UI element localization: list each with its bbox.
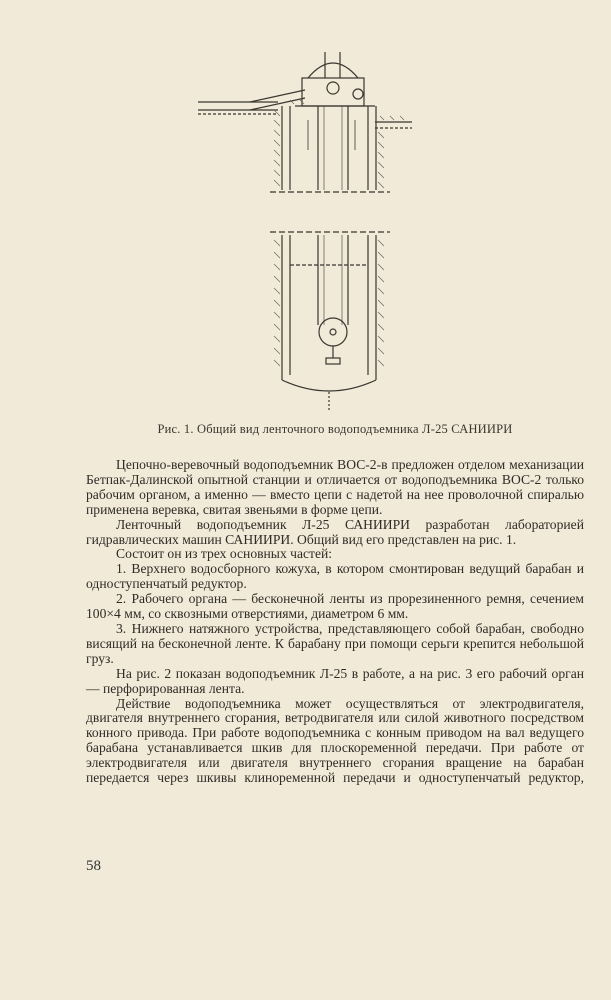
body-text: [86, 458, 584, 786]
paragraph: 1. Верхнего водосборного кожуха, в котором смонтирован ведущий барабан и одноступенчатый редуктор.: [86, 561, 584, 592]
figure-caption: Рис. 1. Общий вид ленточного водоподъемника Л-25 САНИИРИ: [157, 422, 513, 436]
page-number: 58: [86, 858, 101, 874]
paragraph: 3. Нижнего натяжного устройства, представляющего собой барабан, свободно висящий на бесконечной ленте. К барабану при помощи серьги крепится небольшой груз.: [86, 620, 584, 666]
paragraph: Ленточный водоподъемник Л-25 САНИИРИ разработан лабораторией гидравлических машин САНИИРИ. Общий вид его представлен на рис. 1.: [86, 516, 584, 547]
paragraph: Состоит он из трех основных частей:: [116, 546, 333, 562]
paragraph: 2. Рабочего органа — бесконечной ленты из прорезиненного ремня, сечением 100×4 мм, со сквозными отверстиями, диаметром 6 мм.: [86, 591, 584, 622]
paragraph: Действие водоподъемника может осуществляться от электродвигателя, двигателя внутреннего сгорания, ветродвигателя или силой животного посредством конного привода. При работе водоподъемника с конным приводом на вал ведущего барабана устанавливается шкив для плоскоременной передачи. При работе от электродвигателя или двигателя внутреннего сгорания вращение на барабан передается через шкивы клиноременной передачи и одноступенчатый редуктор,: [86, 695, 584, 786]
paragraph: Цепочно-веревочный водоподъемник ВОС-2-в предложен отделом механизации Бетпак-Далинской опытной станции и отличается от водоподъемника ВОС-2 только рабочим органом, а именно — вместо цепи с надетой на нее проволочной спиралью применена веревка, свитая звеньями в форме цепи.: [86, 457, 584, 517]
paragraph: На рис. 2 показан водоподъемник Л-25 в работе, а на рис. 3 его рабочий орган — перфорированная лента.: [86, 665, 584, 696]
well-water-lifter-figure: [190, 40, 420, 415]
